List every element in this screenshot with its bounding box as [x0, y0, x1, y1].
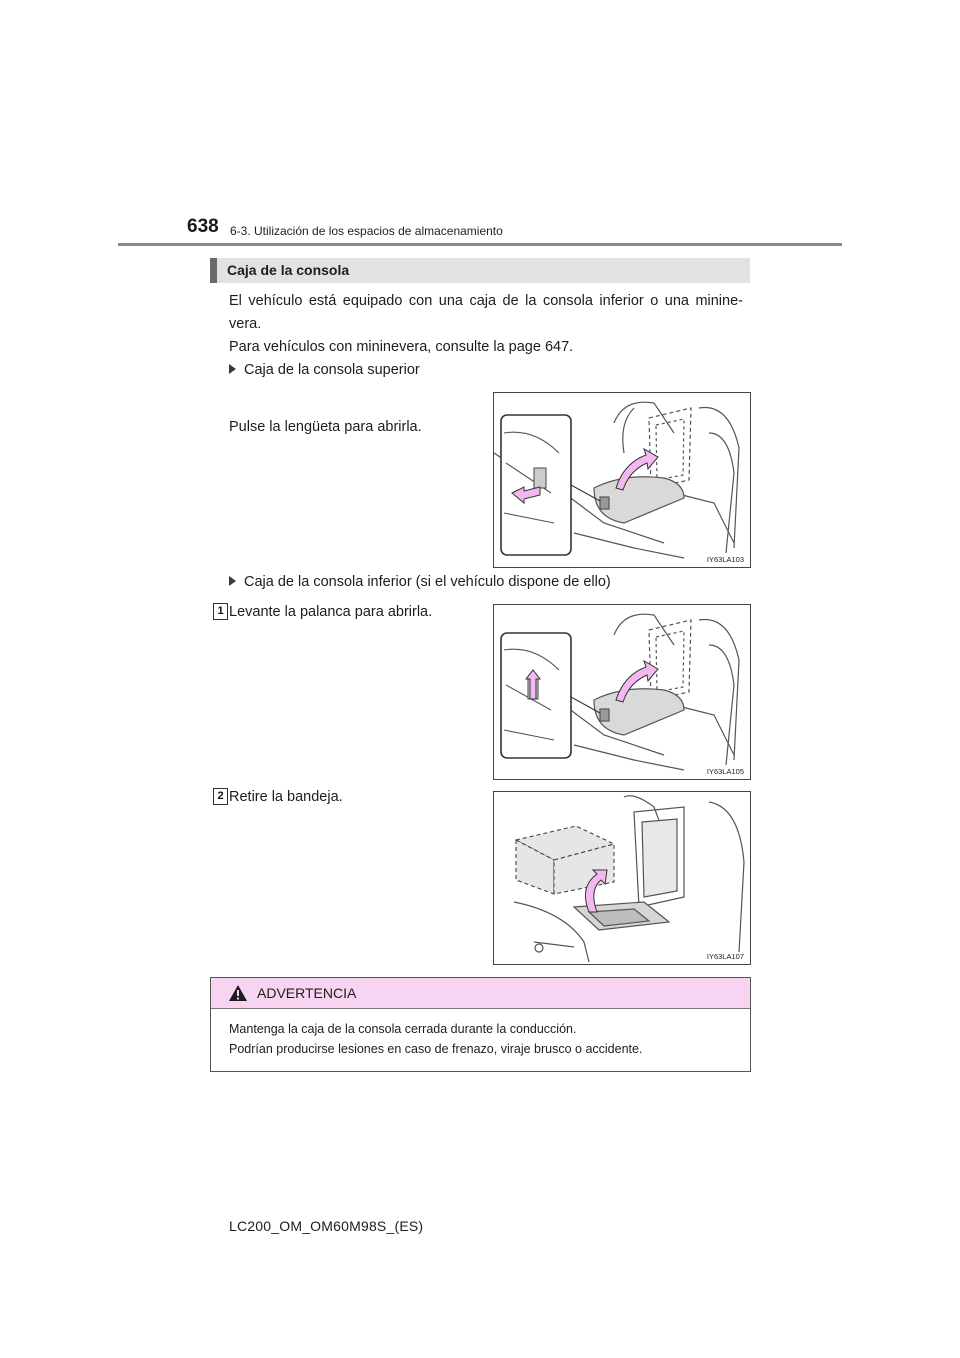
figure-code: IY63LA107	[706, 952, 744, 961]
bullet-triangle-icon	[229, 364, 236, 374]
upper-box-instruction: Pulse la lengüeta para abrirla.	[229, 419, 422, 435]
warning-triangle-icon	[228, 984, 248, 1002]
intro-reference: Para vehículos con mininevera, consulte la page 647.	[229, 339, 574, 355]
figure-lower-console-lever	[493, 604, 751, 780]
lever-lift-illustration	[494, 605, 750, 779]
warning-line-2: Podrían producirse lesiones en caso de frenazo, viraje brusco o accidente.	[229, 1042, 643, 1056]
warning-title: ADVERTENCIA	[257, 985, 357, 1001]
lower-box-heading-text: Caja de la consola inferior (si el vehículo dispone de ello)	[244, 574, 611, 590]
figure-remove-tray	[493, 791, 751, 965]
section-header: 6-3. Utilización de los espacios de almacenamiento	[230, 224, 503, 238]
bullet-triangle-icon	[229, 576, 236, 586]
warning-box	[210, 977, 751, 1072]
warning-header	[211, 978, 750, 1009]
intro-paragraph: El vehículo está equipado con una caja de la consola inferior o una minine-vera.	[229, 293, 743, 332]
figure-upper-console	[493, 392, 751, 568]
console-open-illustration	[494, 393, 750, 567]
section-title-bar	[210, 258, 750, 283]
section-title: Caja de la consola	[227, 262, 350, 278]
upper-box-heading-text: Caja de la consola superior	[244, 362, 420, 378]
step-badge-1: 1	[213, 603, 228, 620]
step-badge-2: 2	[213, 788, 228, 805]
warning-text	[229, 1019, 642, 1059]
figure-code: IY63LA105	[706, 767, 744, 776]
document-code: LC200_OM_OM60M98S_(ES)	[229, 1218, 424, 1234]
header-rule	[118, 243, 842, 246]
figure-code: IY63LA103	[706, 555, 744, 564]
lower-box-heading	[229, 574, 611, 590]
upper-box-heading	[229, 362, 420, 378]
tray-removal-illustration	[494, 792, 750, 964]
title-accent	[210, 258, 217, 283]
step-2-text: Retire la bandeja.	[229, 789, 343, 805]
page-number: 638	[187, 216, 219, 237]
warning-line-1: Mantenga la caja de la consola cerrada durante la conducción.	[229, 1022, 577, 1036]
step-1-text: Levante la palanca para abrirla.	[229, 604, 433, 620]
